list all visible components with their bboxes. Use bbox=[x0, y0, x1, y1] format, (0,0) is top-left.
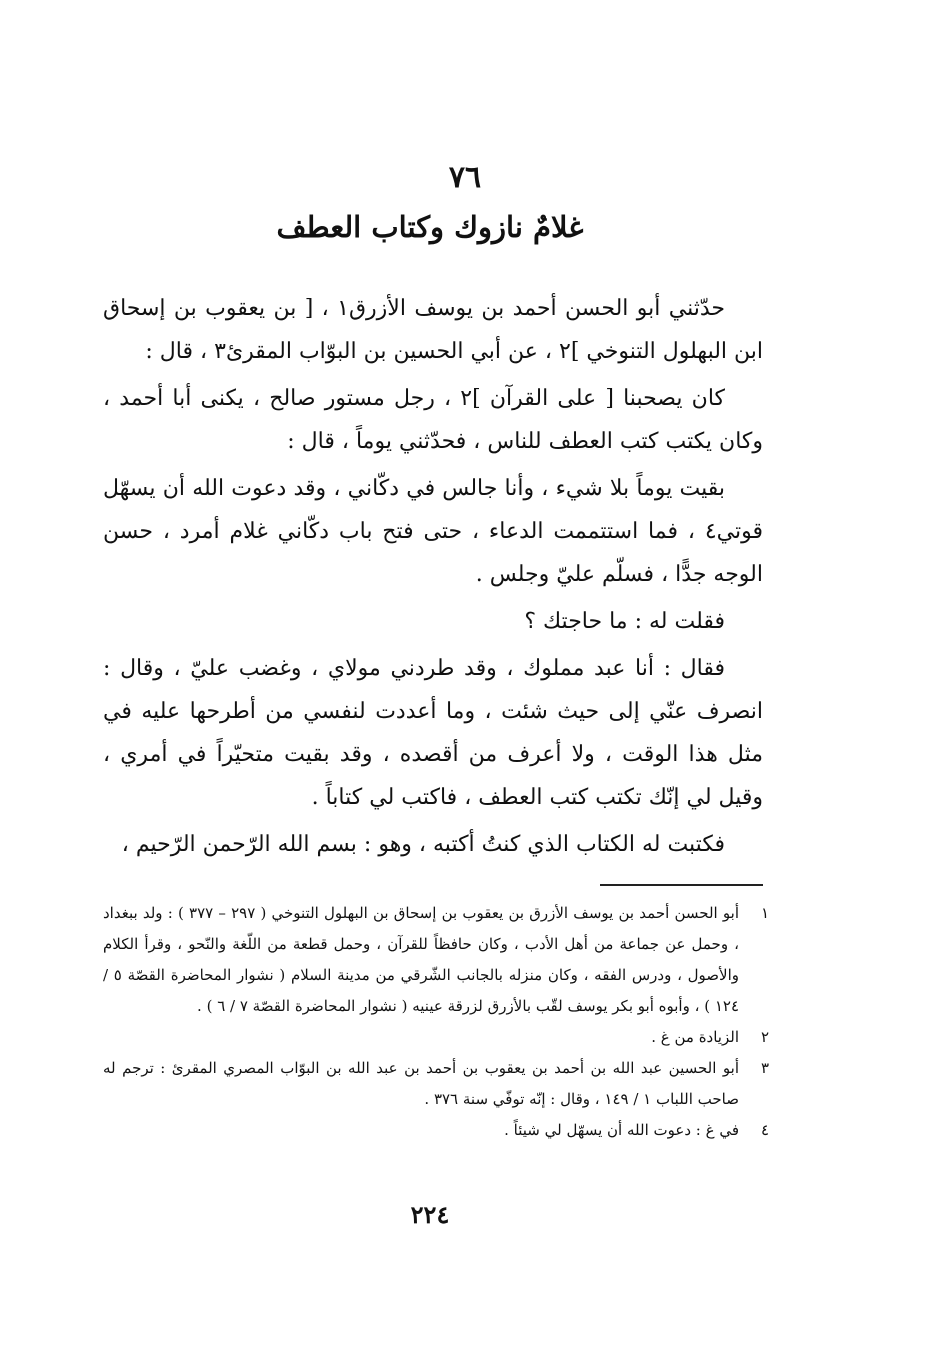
footnote bbox=[103, 1053, 769, 1115]
footnote bbox=[103, 1022, 769, 1053]
footnote-number: ١ bbox=[760, 904, 769, 922]
footnote bbox=[103, 1115, 769, 1146]
paragraph: فقال : أنا عبد مملوك ، وقد طردني مولاي ، وغضب عليّ ، وقال : انصرف عنّي إلى حيث شئت ، وما أعددت لنفسي من أطرحها عليه في مثل هذا الوقت ، ولا أعرف من أقصده ، وقد بقيت متحيّراً في أمري ، وقيل لي إنّك تكتب كتب العطف ، فاكتب لي كتاباً . bbox=[103, 656, 763, 810]
page-number: ٢٢٤ bbox=[410, 1200, 450, 1229]
footnote bbox=[103, 898, 769, 1022]
footnote-number: ٢ bbox=[760, 1028, 769, 1046]
paragraph: فكتبت له الكتاب الذي كنتُ أكتبه ، وهو : بسم الله الرّحمن الرّحيم ، bbox=[121, 832, 725, 857]
footnote-text: أبو الحسن أحمد بن يوسف الأزرق بن يعقوب بن إسحاق بن البهلول التنوخي ( ٢٩٧ – ٣٧٧ ) : ولد ببغداد ، وحمل عن جماعة من أهل الأدب ، وكان حافظاً للقرآن ، وحمل قطعة من اللّغة والنّحو ، وقرأ الكلام والأصول ، ودرس الفقه ، وكان منزله بالجانب الشّرقي من مدينة السلام ( نشوار المحاضرة القصّة ٥ / ١٢٤ ) ، وأبوه أبو بكر يوسف لقّب بالأزرق لزرقة عينيه ( نشوار المحاضرة القصّة ٧ / ٦ ) . bbox=[103, 904, 739, 1015]
footnote-divider bbox=[600, 884, 763, 886]
main-text bbox=[103, 287, 763, 870]
footnote-text: في غ : دعوت الله أن يسهّل لي شيئاً . bbox=[504, 1121, 739, 1139]
footnotes bbox=[103, 898, 769, 1146]
footnote-number: ٤ bbox=[760, 1121, 769, 1139]
paragraph: بقيت يوماً بلا شيء ، وأنا جالس في دكّاني ، وقد دعوت الله أن يسهّل قوتي٤ ، فما استتممت الدعاء ، حتى فتح باب دكّاني غلام أمرد ، حسن الوجه جدًّا ، فسلّم عليّ وجلس . bbox=[103, 476, 763, 587]
paragraph: فقلت له : ما حاجتك ؟ bbox=[524, 609, 725, 634]
footnote-text: أبو الحسين عبد الله بن أحمد بن يعقوب بن أحمد بن عبد الله بن البوّاب المصري المقرئ : ترجم له صاحب اللباب ١ / ١٤٩ ، وقال : إنّه توفّي سنة ٣٧٦ . bbox=[103, 1059, 739, 1108]
chapter-title: غلامٌ نازوك وكتاب العطف bbox=[276, 210, 584, 244]
chapter-number: ٧٦ bbox=[448, 160, 482, 195]
paragraph: كان يصحبنا [ على القرآن ]٢ ، رجل مستور صالح ، يكنى أبا أحمد ، وكان يكتب كتب العطف للناس ، فحدّثني يوماً ، قال : bbox=[103, 386, 763, 454]
paragraph: حدّثني أبو الحسن أحمد بن يوسف الأزرق١ ، [ بن يعقوب بن إسحاق ابن البهلول التنوخي ]٢ ، عن أبي الحسين بن البوّاب المقرئ٣ ، قال : bbox=[103, 296, 763, 364]
footnote-text: الزيادة من غ . bbox=[651, 1028, 739, 1046]
footnote-number: ٣ bbox=[760, 1059, 769, 1077]
